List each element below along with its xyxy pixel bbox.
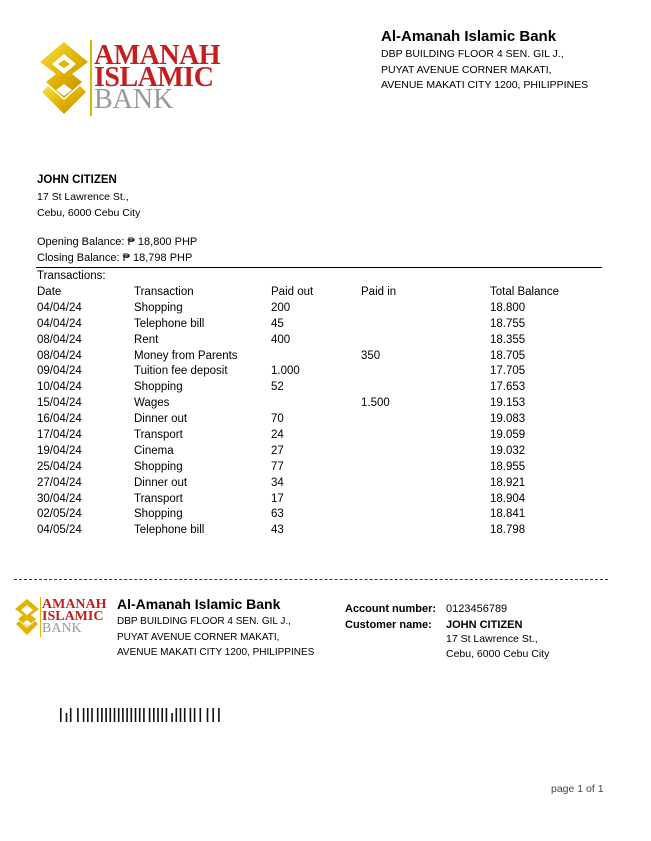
table-row xyxy=(37,491,600,507)
cell-transaction: Dinner out xyxy=(134,413,188,426)
slip-customer-address-line: 17 St Lawrence St., xyxy=(446,633,538,645)
barcode-bar xyxy=(105,708,107,722)
tear-off-separator xyxy=(14,579,608,580)
closing-balance-value: ₱ 18,798 PHP xyxy=(122,252,193,264)
cell-paid-in xyxy=(361,411,490,427)
barcode-bar xyxy=(101,708,103,722)
cell-date: 25/04/24 xyxy=(37,460,82,473)
column-header-paid-in: Paid in xyxy=(361,285,397,298)
bank-address xyxy=(381,47,588,94)
cell-transaction: Cinema xyxy=(134,444,174,457)
column-header-total-balance: Total Balance xyxy=(490,285,560,298)
cell-total-balance: 18.355 xyxy=(490,333,526,346)
cell-total-balance: 18.904 xyxy=(490,492,526,505)
cell-transaction: Transport xyxy=(134,492,183,505)
table-row xyxy=(37,506,600,522)
cell-paid-out: 1.000 xyxy=(271,365,300,378)
barcode-bar xyxy=(190,708,192,722)
barcode-bar xyxy=(176,708,178,722)
cell-paid-out xyxy=(271,348,361,364)
cell-paid-in xyxy=(361,491,490,507)
cell-paid-out: 63 xyxy=(271,508,284,521)
slip-bank-address-line: AVENUE MAKATI CITY 1200, PHILIPPINES xyxy=(117,647,315,658)
cell-paid-in xyxy=(361,427,490,443)
barcode-bar xyxy=(77,708,79,722)
cell-transaction: Money from Parents xyxy=(134,349,238,362)
cell-paid-in xyxy=(361,363,490,379)
cell-date: 02/05/24 xyxy=(37,508,82,521)
opening-balance-label: Opening Balance: xyxy=(37,236,125,248)
page-number: page 1 of 1 xyxy=(551,783,604,795)
cell-paid-in xyxy=(361,506,490,522)
cell-transaction: Telephone bill xyxy=(134,317,205,330)
slip-customer-address xyxy=(446,632,549,662)
bank-address-line: PUYAT AVENUE CORNER MAKATI, xyxy=(381,63,552,76)
barcode-bar xyxy=(135,708,137,722)
slip-bank-address-line: PUYAT AVENUE CORNER MAKATI, xyxy=(117,631,280,643)
cell-paid-out: 77 xyxy=(271,460,284,473)
cell-paid-out: 70 xyxy=(271,413,284,426)
cell-date: 15/04/24 xyxy=(37,397,82,410)
cell-transaction: Wages xyxy=(134,397,170,410)
slip-logo-emblem-icon xyxy=(14,597,40,637)
cell-paid-out xyxy=(271,395,361,411)
transactions-title: Transactions: xyxy=(37,270,106,282)
cell-total-balance: 18.755 xyxy=(490,317,526,330)
logo-word-amanah: AMANAH xyxy=(94,40,221,71)
bank-address-line: DBP BUILDING FLOOR 4 SEN. GIL J., xyxy=(381,48,564,60)
cell-total-balance: 19.083 xyxy=(490,413,526,426)
table-row xyxy=(37,379,600,395)
cell-transaction: Dinner out xyxy=(134,476,188,489)
cell-total-balance: 19.153 xyxy=(490,397,526,410)
bank-address-line: AVENUE MAKATI CITY 1200, PHILIPPINES xyxy=(381,79,589,91)
column-header-transaction: Transaction xyxy=(134,285,194,298)
cell-total-balance: 19.059 xyxy=(490,428,526,441)
barcode-bar xyxy=(60,708,62,722)
barcode-bar xyxy=(87,708,89,722)
barcode-bar xyxy=(212,708,214,722)
cell-total-balance: 17.653 xyxy=(490,381,526,394)
cell-transaction: Shopping xyxy=(134,381,183,394)
table-row xyxy=(37,411,600,427)
cell-date: 08/04/24 xyxy=(37,349,82,362)
logo-word-bank: BANK xyxy=(94,84,174,115)
table-row xyxy=(37,363,600,379)
cell-date: 10/04/24 xyxy=(37,381,82,394)
opening-balance-value: ₱ 18,800 PHP xyxy=(127,236,198,248)
cell-total-balance: 18.841 xyxy=(490,508,526,521)
table-row xyxy=(37,443,600,459)
cell-date: 04/04/24 xyxy=(37,301,82,314)
table-row xyxy=(37,475,600,491)
cell-paid-in: 350 xyxy=(361,349,381,362)
barcode-bar xyxy=(200,708,202,722)
cell-total-balance: 18.921 xyxy=(490,476,526,489)
bank-logo xyxy=(38,40,221,116)
cell-transaction: Telephone bill xyxy=(134,524,205,537)
cell-paid-out: 43 xyxy=(271,524,284,537)
cell-total-balance: 18.955 xyxy=(490,460,526,473)
account-number-label: Account number: xyxy=(345,603,437,615)
barcode-bar xyxy=(122,708,124,722)
closing-balance-label: Closing Balance: xyxy=(37,252,120,264)
cell-total-balance: 17.705 xyxy=(490,365,526,378)
cell-date: 27/04/24 xyxy=(37,476,82,489)
logo-emblem-icon xyxy=(38,40,90,116)
barcode-bar xyxy=(91,708,93,722)
slip-logo-word-amanah: AMANAH xyxy=(42,597,107,612)
cell-total-balance: 18.798 xyxy=(490,524,526,537)
slip-bank-address xyxy=(117,614,314,661)
barcode-bar xyxy=(194,708,196,722)
cell-date: 08/04/24 xyxy=(37,333,82,346)
barcode-bar xyxy=(110,708,112,722)
customer-name: JOHN CITIZEN xyxy=(37,174,117,186)
slip-bank-name: Al-Amanah Islamic Bank xyxy=(117,596,281,612)
slip-logo-word-islamic: ISLAMIC xyxy=(42,609,104,624)
opening-balance xyxy=(37,236,197,248)
table-header-row xyxy=(37,284,600,300)
cell-transaction: Transport xyxy=(134,428,183,441)
account-number-value: 0123456789 xyxy=(446,603,508,615)
cell-paid-in xyxy=(361,522,490,538)
cell-paid-in xyxy=(361,316,490,332)
table-row xyxy=(37,427,600,443)
table-row xyxy=(37,316,600,332)
table-row xyxy=(37,522,600,538)
table-row xyxy=(37,395,600,411)
cell-transaction: Tuition fee deposit xyxy=(134,365,228,378)
column-header-paid-out: Paid out xyxy=(271,285,314,298)
slip-logo-word-bank: BANK xyxy=(42,621,82,636)
customer-address-line: 17 St Lawrence St., xyxy=(37,191,129,203)
cell-paid-in xyxy=(361,475,490,491)
cell-paid-in xyxy=(361,443,490,459)
table-row xyxy=(37,459,600,475)
slip-bank-logo xyxy=(14,597,106,637)
customer-address xyxy=(37,190,140,221)
closing-balance xyxy=(37,252,192,264)
cell-paid-in xyxy=(361,379,490,395)
barcode-bar xyxy=(83,708,85,722)
column-header-date: Date xyxy=(37,285,62,298)
cell-transaction: Shopping xyxy=(134,508,183,521)
cell-paid-in xyxy=(361,300,490,316)
barcode-bar xyxy=(153,708,155,722)
barcode-bar xyxy=(149,708,151,722)
cell-date: 04/04/24 xyxy=(37,317,82,330)
logo-word-islamic: ISLAMIC xyxy=(94,62,214,93)
cell-paid-in xyxy=(361,332,490,348)
barcode-bar xyxy=(180,708,182,722)
barcode-bar xyxy=(126,708,128,722)
table-row xyxy=(37,348,600,364)
barcode-bar xyxy=(218,708,220,722)
cell-paid-out: 27 xyxy=(271,444,284,457)
slip-bank-address-line: DBP BUILDING FLOOR 4 SEN. GIL J., xyxy=(117,616,291,627)
barcode-bar xyxy=(118,708,120,722)
barcode-bar xyxy=(139,708,141,722)
barcode-bar xyxy=(166,708,168,722)
cell-transaction: Rent xyxy=(134,333,159,346)
barcode-bar xyxy=(171,713,173,722)
cell-date: 04/05/24 xyxy=(37,524,82,537)
transactions-table xyxy=(37,284,600,538)
cell-transaction: Shopping xyxy=(134,301,183,314)
balance-divider xyxy=(36,267,602,268)
cell-paid-out: 52 xyxy=(271,381,284,394)
cell-paid-in: 1.500 xyxy=(361,397,390,410)
barcode xyxy=(60,708,274,724)
cell-date: 16/04/24 xyxy=(37,413,82,426)
table-row xyxy=(37,332,600,348)
cell-paid-out: 17 xyxy=(271,492,284,505)
customer-name-label: Customer name: xyxy=(345,619,432,631)
barcode-bar xyxy=(184,708,186,722)
barcode-bar xyxy=(114,708,116,722)
logo-divider xyxy=(90,40,92,116)
cell-total-balance: 18.705 xyxy=(490,349,526,362)
cell-total-balance: 18.800 xyxy=(490,301,526,314)
cell-paid-out: 400 xyxy=(271,333,291,346)
cell-total-balance: 19.032 xyxy=(490,444,526,457)
cell-paid-out: 34 xyxy=(271,476,284,489)
barcode-bar xyxy=(66,713,68,722)
barcode-bar xyxy=(70,708,72,722)
bank-name: Al-Amanah Islamic Bank xyxy=(381,28,557,45)
slip-customer-name: JOHN CITIZEN xyxy=(446,619,523,631)
barcode-bar xyxy=(161,708,163,722)
slip-logo-divider xyxy=(40,597,41,637)
cell-date: 17/04/24 xyxy=(37,428,82,441)
cell-date: 09/04/24 xyxy=(37,365,82,378)
barcode-bar xyxy=(207,708,209,722)
barcode-bar xyxy=(143,708,145,722)
cell-paid-out: 200 xyxy=(271,301,291,314)
cell-date: 30/04/24 xyxy=(37,492,82,505)
cell-paid-out: 45 xyxy=(271,317,284,330)
barcode-bar xyxy=(131,708,133,722)
cell-date: 19/04/24 xyxy=(37,444,82,457)
cell-paid-out: 24 xyxy=(271,428,284,441)
barcode-bar xyxy=(97,708,99,722)
cell-paid-in xyxy=(361,459,490,475)
barcode-bar xyxy=(157,708,159,722)
customer-address-line: Cebu, 6000 Cebu City xyxy=(37,206,141,219)
cell-transaction: Shopping xyxy=(134,460,183,473)
slip-customer-address-line: Cebu, 6000 Cebu City xyxy=(446,648,550,660)
table-row xyxy=(37,300,600,316)
